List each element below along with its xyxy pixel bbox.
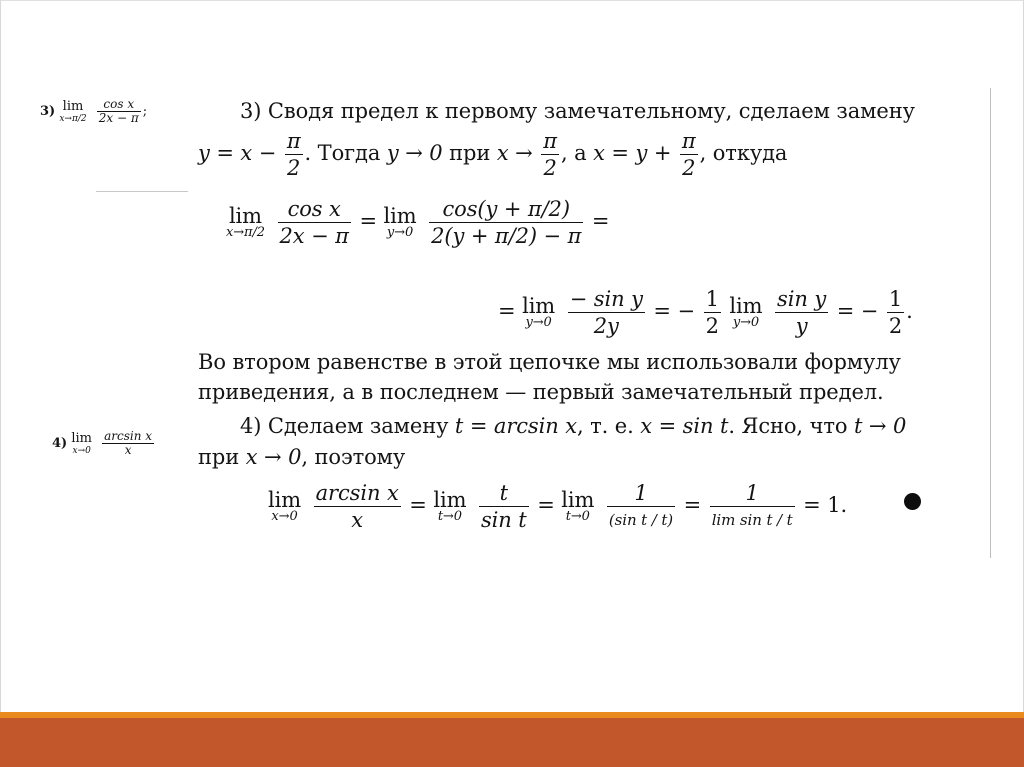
example-3-lim (59, 100, 86, 124)
fraction (568, 286, 645, 339)
lim-subscript: y→0 (386, 224, 414, 240)
text: . Тогда (304, 141, 381, 165)
one-half (704, 286, 721, 339)
fraction-numerator: t (479, 480, 529, 507)
example-4-label (52, 430, 156, 457)
subst-expr: y = x − (198, 141, 277, 165)
solution-3-intro: 3) Сводя предел к первому замечательному, сделаем замену (240, 99, 915, 123)
lim-word: lim (228, 203, 262, 228)
equals: = (591, 209, 610, 233)
t-to-zero: t → 0 (854, 414, 907, 438)
fraction-numerator: cos x (97, 98, 141, 112)
y-to-zero: y → 0 (386, 141, 443, 165)
fraction (607, 480, 675, 533)
x-to: x → (496, 141, 533, 165)
content-divider-right (990, 88, 991, 558)
pi-symbol: π (286, 129, 301, 153)
example-3-label (40, 98, 147, 125)
label-separator (96, 191, 188, 192)
fraction (710, 480, 795, 533)
equation-3 (268, 480, 847, 533)
equals-minus: = − (836, 299, 879, 323)
lim-word: lim (433, 487, 467, 512)
fraction (429, 196, 583, 249)
lim (226, 203, 265, 240)
end-of-proof-bullet-icon (904, 493, 921, 510)
text: при (449, 141, 491, 165)
text: , откуда (699, 141, 788, 165)
lim-word: lim (729, 293, 763, 318)
x-equals: x = y + (593, 141, 672, 165)
equals: = (498, 299, 516, 323)
fraction-denominator: 2(y + π/2) − π (431, 224, 582, 248)
fraction (775, 286, 828, 339)
pi-over-2 (541, 128, 559, 181)
lim (433, 487, 467, 524)
equals: = (359, 209, 377, 233)
example-4-number: 4) (52, 436, 68, 451)
equals-one: = 1. (803, 493, 848, 517)
solution-4-intro (240, 413, 906, 439)
fraction (479, 480, 529, 533)
fraction-denominator: lim sin t / t (711, 511, 793, 529)
lim-word: lim (71, 430, 92, 446)
text: , а (560, 141, 587, 165)
equation-2 (498, 286, 913, 339)
footer-bar (0, 718, 1024, 767)
example-4-fraction (102, 430, 154, 457)
explanation-line-2: приведения, а в последнем — первый замечательный предел. (198, 380, 884, 404)
lim-word: lim (522, 293, 556, 318)
fraction-denominator: 2y (593, 314, 619, 338)
lim-subscript: t→0 (565, 508, 590, 524)
equals-minus: = − (653, 299, 695, 323)
two: 2 (287, 156, 301, 180)
subst-expr: x = sin t (640, 414, 729, 438)
fraction-numerator: 1 (607, 480, 675, 507)
equals: = (683, 493, 702, 517)
pi-over-2 (285, 128, 303, 181)
solution-4-cont (198, 444, 405, 470)
fraction (278, 196, 351, 249)
fraction-denominator: 2x − π (98, 111, 139, 125)
pi-over-2 (680, 128, 698, 181)
two: 2 (682, 156, 696, 180)
text: , поэтому (301, 445, 406, 469)
lim-subscript: x→0 (271, 508, 298, 524)
lim-subscript: t→0 (437, 508, 462, 524)
text: при (198, 445, 240, 469)
pi-symbol: π (681, 129, 696, 153)
fraction-numerator: 1 (705, 287, 719, 311)
lim-word: lim (62, 98, 84, 114)
explanation-line-1: Во втором равенстве в этой цепочке мы использовали формулу (198, 350, 901, 374)
lim (522, 293, 556, 330)
lim (729, 293, 763, 330)
lim-word: lim (383, 203, 417, 228)
fraction-denominator: (sin t / t) (608, 511, 674, 529)
one-half (887, 286, 904, 339)
lim-subscript: y→0 (525, 314, 552, 330)
lim-subscript: x→π/2 (59, 113, 87, 124)
lim (561, 487, 595, 524)
fraction-numerator: cos(y + π/2) (429, 196, 583, 223)
example-3-fraction (97, 98, 141, 125)
lim (383, 203, 417, 240)
example-3-number: 3) (40, 104, 56, 119)
lim (268, 487, 302, 524)
equation-1 (226, 196, 609, 249)
equals: = (537, 493, 555, 517)
period: . (906, 299, 913, 323)
two: 2 (543, 156, 557, 180)
lim-subscript: x→0 (72, 445, 91, 456)
fraction-numerator: arcsin x (104, 429, 153, 443)
x-to-zero: x → 0 (245, 445, 302, 469)
fraction-numerator: 1 (888, 287, 903, 311)
fraction-denominator: 2x − π (279, 224, 349, 248)
fraction-denominator: x (124, 443, 132, 457)
fraction-denominator: x (351, 508, 364, 532)
fraction-denominator: sin t (480, 508, 527, 532)
semicolon: ; (142, 104, 148, 119)
lim-subscript: x→π/2 (226, 224, 265, 240)
fraction-numerator: − sin y (569, 287, 643, 311)
subst-expr: t = arcsin x (454, 414, 577, 438)
pi-symbol: π (543, 129, 557, 153)
lim-subscript: y→0 (732, 314, 760, 330)
fraction (314, 480, 401, 533)
example-4-lim (71, 432, 92, 456)
equals: = (409, 493, 427, 517)
fraction-numerator: 1 (710, 480, 795, 507)
text: 4) Сделаем замену (240, 414, 449, 438)
solution-3-substitution (198, 128, 787, 181)
fraction-denominator: 2 (888, 314, 903, 338)
fraction-denominator: 2 (705, 314, 719, 338)
lim-word: lim (268, 487, 302, 512)
text: . Ясно, что (728, 414, 848, 438)
lim-word: lim (561, 487, 595, 512)
fraction-numerator: cos x (278, 196, 351, 223)
text: , т. е. (576, 414, 634, 438)
fraction-numerator: arcsin x (315, 481, 399, 505)
fraction-denominator: y (795, 314, 808, 338)
fraction-numerator: sin y (777, 287, 827, 311)
